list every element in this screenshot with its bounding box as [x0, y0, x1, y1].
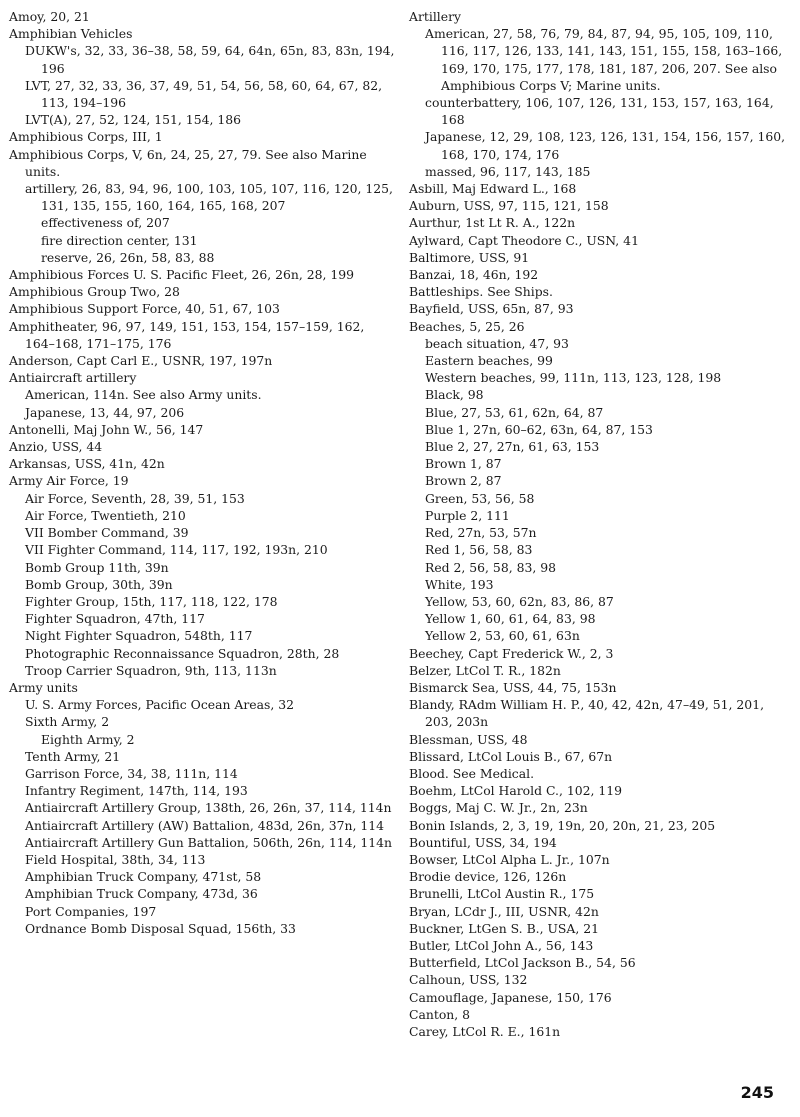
index-entry: Yellow 1, 60, 61, 64, 83, 98 — [425, 611, 596, 627]
index-entry: Antiaircraft Artillery Gun Battalion, 506th, 26n, 114, 114n — [25, 834, 392, 850]
index-entry: Port Companies, 197 — [25, 903, 157, 919]
index-entry: Anderson, Capt Carl E., USNR, 197, 197n — [9, 353, 273, 369]
index-entry: Eighth Army, 2 — [41, 731, 135, 747]
index-entry: Antiaircraft Artillery Group, 138th, 26, 26n, 37, 114, 114n — [25, 800, 392, 816]
index-entry: Red 1, 56, 58, 83 — [425, 542, 533, 558]
index-entry: Purple 2, 111 — [425, 507, 510, 523]
index-entry: Troop Carrier Squadron, 9th, 113, 113n — [25, 662, 277, 678]
index-entry: Brodie device, 126, 126n — [409, 869, 567, 885]
index-entry: Belzer, LtCol T. R., 182n — [409, 662, 561, 678]
index-entry: Amphibian Truck Company, 473d, 36 — [25, 886, 258, 902]
index-entry: Artillery — [409, 9, 461, 24]
index-entry: Amphibious Corps, V, 6n, 24, 25, 27, 79. See also Marine units. — [9, 146, 367, 179]
index-entry: Night Fighter Squadron, 548th, 117 — [25, 628, 253, 644]
index-entry: Bowser, LtCol Alpha L. Jr., 107n — [409, 851, 610, 867]
index-entry: Amphibious Group Two, 28 — [9, 284, 180, 300]
index-entry: Yellow, 53, 60, 62n, 83, 86, 87 — [425, 593, 614, 609]
index-entry: Brunelli, LtCol Austin R., 175 — [409, 886, 595, 902]
index-entry: LVT(A), 27, 52, 124, 151, 154, 186 — [25, 112, 241, 128]
index-entry: Carey, LtCol R. E., 161n — [409, 1023, 561, 1039]
index-entry: VII Fighter Command, 114, 117, 192, 193n, 210 — [25, 542, 328, 558]
index-entry: Sixth Army, 2 — [25, 714, 110, 730]
index-column-right — [409, 8, 789, 1040]
index-entry: Antiaircraft artillery — [9, 370, 137, 386]
index-entry: Brown 2, 87 — [425, 473, 502, 489]
index-entry: Beechey, Capt Frederick W., 2, 3 — [409, 645, 614, 661]
index-entry: Tenth Army, 21 — [25, 748, 121, 764]
index-entry: Amphibious Forces U. S. Pacific Fleet, 26, 26n, 28, 199 — [9, 267, 355, 283]
index-entry: fire direction center, 131 — [41, 232, 198, 248]
index-entry: Bismarck Sea, USS, 44, 75, 153n — [409, 679, 617, 695]
index-entry: Green, 53, 56, 58 — [425, 490, 535, 506]
index-entry: effectiveness of, 207 — [41, 215, 170, 231]
index-entry: Japanese, 12, 29, 108, 123, 126, 131, 154, 156, 157, 160, 168, 170, 174, 176 — [425, 129, 786, 162]
index-entry: Blood. See Medical. — [409, 765, 535, 781]
index-entry: Auburn, USS, 97, 115, 121, 158 — [409, 198, 609, 214]
index-entry: Army Air Force, 19 — [9, 473, 129, 489]
index-entry: U. S. Army Forces, Pacific Ocean Areas, 32 — [25, 697, 295, 713]
index-entry: Bountiful, USS, 34, 194 — [409, 834, 557, 850]
index-entry: Butler, LtCol John A., 56, 143 — [409, 937, 594, 953]
index-entry: Photographic Reconnaissance Squadron, 28th, 28 — [25, 645, 340, 661]
index-entry: Amoy, 20, 21 — [9, 9, 90, 24]
index-entry: White, 193 — [425, 576, 494, 592]
index-entry: Fighter Squadron, 47th, 117 — [25, 611, 205, 627]
index-entry: Bomb Group, 30th, 39n — [25, 576, 173, 592]
index-entry: American, 114n. See also Army units. — [25, 387, 262, 403]
index-entry: Infantry Regiment, 147th, 114, 193 — [25, 783, 248, 799]
index-entry: Antiaircraft Artillery (AW) Battalion, 483d, 26n, 37n, 114 — [25, 817, 385, 833]
index-entry: Aylward, Capt Theodore C., USN, 41 — [409, 232, 639, 248]
index-entry: Butterfield, LtCol Jackson B., 54, 56 — [409, 955, 636, 971]
index-entry: Banzai, 18, 46n, 192 — [409, 267, 539, 283]
index-entry: Arkansas, USS, 41n, 42n — [9, 456, 165, 472]
index-entry: Asbill, Maj Edward L., 168 — [409, 181, 577, 197]
index-entry: Amphitheater, 96, 97, 149, 151, 153, 154, 157–159, 162, 164–168, 171–175, 176 — [9, 318, 365, 351]
index-entry: Air Force, Seventh, 28, 39, 51, 153 — [25, 490, 245, 506]
index-entry: Red 2, 56, 58, 83, 98 — [425, 559, 556, 575]
index-entry: Eastern beaches, 99 — [425, 353, 553, 369]
index-entry: Field Hospital, 38th, 34, 113 — [25, 851, 206, 867]
index-entry: Anzio, USS, 44 — [9, 439, 103, 455]
index-entry: DUKW's, 32, 33, 36–38, 58, 59, 64, 64n, 65n, 83, 83n, 194, 196 — [25, 43, 395, 76]
index-entry: Boehm, LtCol Harold C., 102, 119 — [409, 783, 622, 799]
index-entry: Yellow 2, 53, 60, 61, 63n — [425, 628, 580, 644]
index-entry: artillery, 26, 83, 94, 96, 100, 103, 105, 107, 116, 120, 125, 131, 135, 155, 160, 164, 165, 168, 207 — [25, 181, 393, 214]
index-entry: Blue 2, 27, 27n, 61, 63, 153 — [425, 439, 600, 455]
index-entry: Beaches, 5, 25, 26 — [409, 318, 525, 334]
index-entry: Bryan, LCdr J., III, USNR, 42n — [409, 903, 599, 919]
index-entry: Garrison Force, 34, 38, 111n, 114 — [25, 765, 238, 781]
index-column-left — [9, 8, 397, 937]
index-entry: Bonin Islands, 2, 3, 19, 19n, 20, 20n, 21, 23, 205 — [409, 817, 716, 833]
index-entry: Japanese, 13, 44, 97, 206 — [25, 404, 185, 420]
index-entry: Blue 1, 27n, 60–62, 63n, 64, 87, 153 — [425, 421, 653, 437]
index-entry: Brown 1, 87 — [425, 456, 502, 472]
index-entry: Amphibian Truck Company, 471st, 58 — [25, 869, 262, 885]
index-entry: Buckner, LtGen S. B., USA, 21 — [409, 920, 600, 936]
index-entry: Amphibious Corps, III, 1 — [9, 129, 163, 145]
index-entry: Baltimore, USS, 91 — [409, 249, 530, 265]
index-entry: LVT, 27, 32, 33, 36, 37, 49, 51, 54, 56, 58, 60, 64, 67, 82, 113, 194–196 — [25, 77, 383, 111]
index-entry: Camouflage, Japanese, 150, 176 — [409, 989, 612, 1005]
index-entry: Blissard, LtCol Louis B., 67, 67n — [409, 748, 613, 764]
index-entry: Battleships. See Ships. — [409, 284, 553, 300]
index-entry: massed, 96, 117, 143, 185 — [425, 163, 591, 179]
index-entry: Blandy, RAdm William H. P., 40, 42, 42n, 47–49, 51, 201, 203, 203n — [409, 697, 765, 730]
index-entry: Ordnance Bomb Disposal Squad, 156th, 33 — [25, 920, 296, 936]
index-entry: Bayfield, USS, 65n, 87, 93 — [409, 301, 574, 317]
index-entry: reserve, 26, 26n, 58, 83, 88 — [41, 249, 215, 265]
index-entry: Bomb Group 11th, 39n — [25, 559, 169, 575]
index-entry: Army units — [9, 679, 78, 695]
index-entry: Canton, 8 — [409, 1006, 471, 1022]
index-entry: Air Force, Twentieth, 210 — [25, 507, 186, 523]
index-entry: Aurthur, 1st Lt R. A., 122n — [409, 215, 576, 231]
index-entry: Amphibian Vehicles — [9, 26, 133, 42]
index-entry: Red, 27n, 53, 57n — [425, 525, 537, 541]
index-entry: Amphibious Support Force, 40, 51, 67, 103 — [9, 301, 280, 317]
index-entry: American, 27, 58, 76, 79, 84, 87, 94, 95, 105, 109, 110, 116, 117, 126, 133, 141, 143, 151, 155, 158, 163–166, 169, 170, 175, 177, 178, 181, 187, 206, 207. See also Amphibious Corps V; Marine units. — [425, 26, 783, 93]
index-entry: counterbattery, 106, 107, 126, 131, 153, 157, 163, 164, 168 — [425, 95, 774, 128]
index-entry: Antonelli, Maj John W., 56, 147 — [9, 421, 204, 437]
index-entry: Blessman, USS, 48 — [409, 731, 528, 747]
index-entry: VII Bomber Command, 39 — [25, 525, 189, 541]
page-number: 245 — [740, 1083, 774, 1102]
index-entry: Blue, 27, 53, 61, 62n, 64, 87 — [425, 404, 604, 420]
index-entry: Boggs, Maj C. W. Jr., 2n, 23n — [409, 800, 588, 816]
index-entry: Western beaches, 99, 111n, 113, 123, 128, 198 — [425, 370, 722, 386]
index-entry: Calhoun, USS, 132 — [409, 972, 528, 988]
index-entry: Fighter Group, 15th, 117, 118, 122, 178 — [25, 593, 278, 609]
index-entry: Black, 98 — [425, 387, 484, 403]
index-entry: beach situation, 47, 93 — [425, 335, 569, 351]
